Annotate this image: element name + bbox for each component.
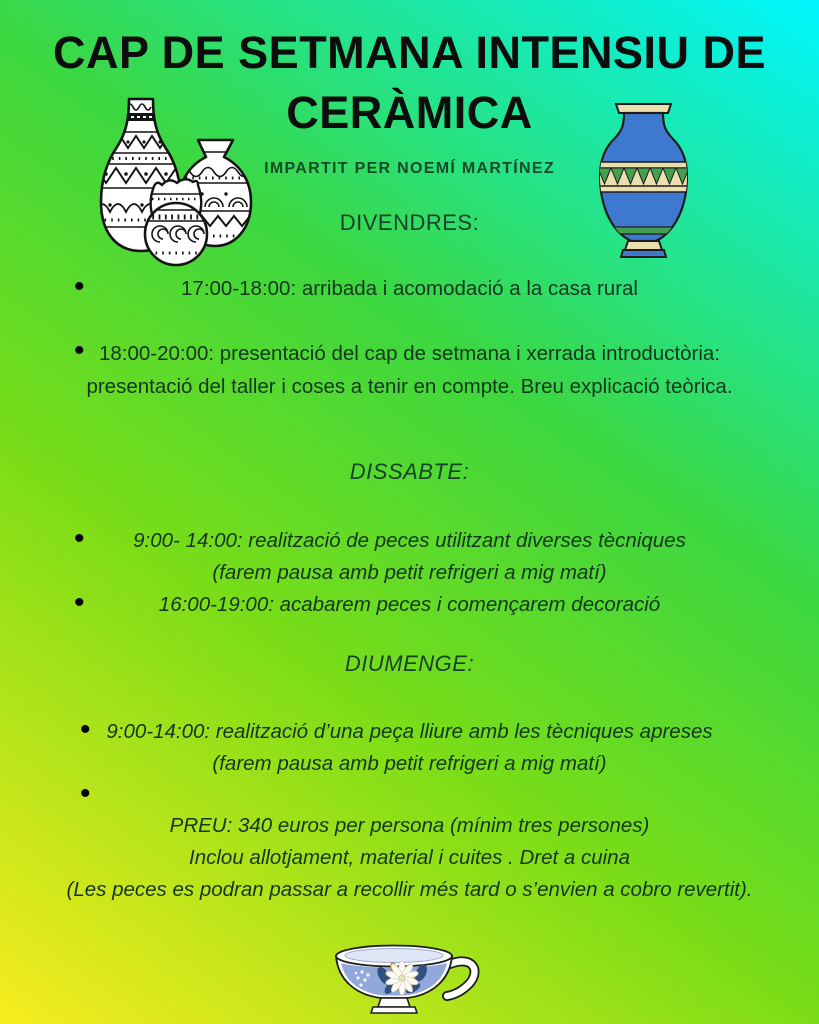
subtitle: IMPARTIT PER NOEMÍ MARTÍNEZ: [264, 160, 555, 177]
price-line-2: Inclou allotjament, material i cuites . Dret a cuina: [189, 846, 630, 869]
schedule-item-diumenge-note: (farem pausa amb petit refrigeri a mig matí): [212, 752, 607, 775]
schedule-item-dissabte-2: 16:00-19:00: acabarem peces i començarem decoració: [158, 593, 661, 616]
bullet-dot: •: [80, 713, 91, 746]
bullet-dot: •: [80, 777, 91, 810]
price-line-1: PREU: 340 euros per persona (mínim tres persones): [169, 814, 650, 837]
schedule-item-diumenge-1: 9:00-14:00: realització d’una peça lliure amb les tècniques apreses: [106, 720, 713, 743]
price-line-3: (Les peces es podran passar a recollir més tard o s’envien a cobro revertit).: [66, 878, 753, 901]
blue-vase-icon: [597, 102, 690, 260]
price-block: [0, 810, 819, 906]
title-line-2: CERÀMICA: [286, 87, 533, 138]
ceramic-vases-icon: [94, 90, 258, 268]
title-line-1: CAP DE SETMANA INTENSIU DE: [52, 27, 767, 78]
bullet-dot: •: [74, 334, 85, 367]
schedule-item-divendres-2: 18:00-20:00: presentació del cap de setmana i xerrada introductòria: presentació del taller i coses a tenir en compte. Breu explicació teòrica.: [86, 342, 733, 398]
schedule-item-dissabte-note: (farem pausa amb petit refrigeri a mig matí): [212, 561, 607, 584]
heading-divendres: DIVENDRES:: [339, 210, 480, 235]
bullet-dot: •: [74, 522, 85, 555]
teacup-icon: [332, 938, 486, 1020]
bullet-dot: •: [74, 270, 85, 303]
schedule-item-dissabte-1: 9:00- 14:00: realització de peces utilitzant diverses tècniques: [133, 529, 686, 552]
heading-dissabte: DISSABTE:: [349, 459, 470, 484]
schedule-item-divendres-1: 17:00-18:00: arribada i acomodació a la casa rural: [181, 277, 638, 300]
bullet-dot: •: [74, 586, 85, 619]
heading-diumenge: DIUMENGE:: [344, 651, 475, 676]
